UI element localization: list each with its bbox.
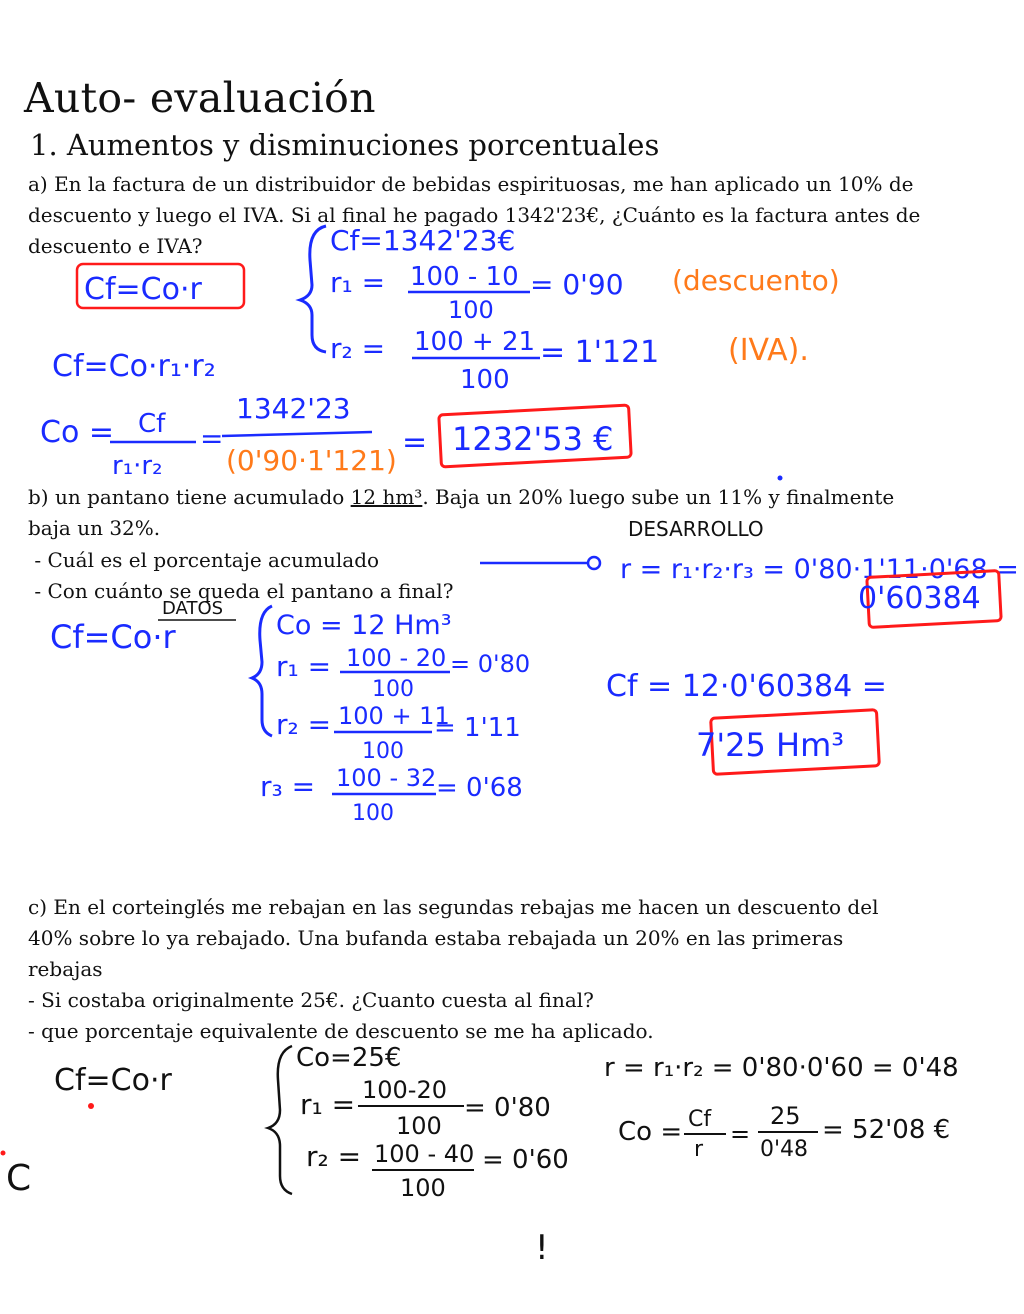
cf-given-a: Cf=1342'23€	[330, 224, 516, 257]
brace-a	[300, 226, 326, 352]
sub-den-a: (0'90·1'121)	[226, 444, 397, 477]
answer-a: 1232'53 €	[452, 420, 614, 458]
problem-c-question1: - Si costaba originalmente 25€. ¿Cuanto cuesta al final?	[28, 988, 594, 1012]
r3-label-b: r₃ =	[260, 770, 316, 803]
r-answer-b: 0'60384	[858, 581, 981, 616]
cf-calc-b: Cf = 12·0'60384 =	[606, 669, 887, 704]
r1-note-a: (descuento)	[672, 264, 840, 297]
r1-val-a: = 0'90	[530, 268, 624, 301]
r2-den-c: 100	[400, 1174, 446, 1202]
red-dot-edge	[1, 1151, 6, 1156]
problem-b-question1: - Cuál es el porcentaje acumulado	[28, 548, 380, 572]
co-given-b: Co = 12 Hm³	[276, 610, 452, 641]
co-den-c: r	[694, 1137, 704, 1162]
problem-a-line2: descuento y luego el IVA. Si al final he pagado 1342'23€, ¿Cuánto es la factura antes de	[28, 203, 921, 227]
r-product-c: r = r₁·r₂ = 0'80·0'60 = 0'48	[604, 1053, 959, 1083]
formula-b: Cf=Co·r	[50, 618, 176, 656]
co-num-a: Cf	[138, 409, 166, 439]
r2-label-c: r₂ =	[306, 1140, 362, 1173]
r3-val-b: = 0'68	[436, 773, 523, 803]
brace-c	[268, 1046, 292, 1194]
r2-val-b: = 1'11	[434, 713, 521, 743]
r1-num-c: 100-20	[362, 1076, 448, 1104]
r-product-b: r = r₁·r₂·r₃ = 0'80·1'11·0'68 =	[620, 554, 1019, 585]
stray-mark: !	[535, 1228, 549, 1268]
problem-b-line1-pre: b) un pantano tiene acumulado	[28, 485, 351, 509]
co-calc-label-c: Co =	[618, 1117, 683, 1147]
co-sub-num-c: 25	[770, 1102, 801, 1130]
formula-c: Cf=Co·r	[54, 1063, 172, 1098]
red-dot	[88, 1103, 94, 1109]
problem-b-volume: 12 hm³	[350, 485, 423, 509]
r3-num-b: 100 - 32	[336, 764, 437, 792]
formula2-a: Cf=Co·r₁·r₂	[52, 349, 216, 384]
co-eq-a: =	[200, 422, 224, 455]
r1-label-c: r₁ =	[300, 1088, 356, 1121]
r3-den-b: 100	[352, 801, 394, 826]
problem-b-question2: - Con cuánto se queda el pantano a final?	[28, 579, 454, 603]
problem-c-line2: 40% sobre lo ya rebajado. Una bufanda estaba rebajada un 20% en las primeras	[28, 926, 844, 950]
r1-label-b: r₁ =	[276, 650, 332, 683]
co-label-a: Co =	[40, 415, 114, 450]
r2-label-b: r₂ =	[276, 708, 332, 741]
r2-num-a: 100 + 21	[414, 327, 536, 357]
problem-c-line1: c) En el corteinglés me rebajan en las segundas rebajas me hacen un descuento del	[28, 895, 879, 919]
co-eq-c: =	[730, 1120, 751, 1148]
problem-b-line1-post: . Baja un 20% luego sube un 11% y finalmente	[422, 485, 895, 509]
formula-a: Cf=Co·r	[84, 272, 202, 307]
sub-num-a: 1342'23	[236, 392, 351, 425]
r2-val-c: = 0'60	[482, 1145, 569, 1175]
co-den-a: r₁·r₂	[112, 451, 163, 481]
r1-num-a: 100 - 10	[410, 262, 519, 292]
problem-a-line1: a) En la factura de un distribuidor de bebidas espirituosas, me han aplicado un 10% de	[28, 172, 914, 196]
section-heading: 1. Aumentos y disminuciones porcentuales	[30, 128, 660, 162]
brace-b	[252, 606, 272, 736]
problem-a-line3: descuento e IVA?	[28, 234, 203, 258]
r2-num-b: 100 + 11	[338, 702, 450, 730]
page-title: Auto- evaluación	[24, 74, 376, 122]
r2-val-a: = 1'121	[540, 335, 660, 370]
ink-dot	[778, 476, 783, 481]
arrow-b-head	[588, 557, 600, 569]
desarrollo-label: DESARROLLO	[628, 517, 764, 541]
r1-den-c: 100	[396, 1112, 442, 1140]
problem-c-question2: - que porcentaje equivalente de descuento se me ha aplicado.	[28, 1019, 654, 1043]
r1-den-a: 100	[448, 296, 494, 324]
r2-label-a: r₂ =	[330, 332, 386, 365]
r2-den-b: 100	[362, 739, 404, 764]
datos-label: DATOS	[162, 598, 224, 619]
r1-val-b: = 0'80	[450, 650, 531, 678]
cf-answer-b: 7'25 Hm³	[696, 726, 845, 764]
problem-c-line3: rebajas	[28, 957, 103, 981]
problem-b-line2: baja un 32%.	[28, 516, 161, 540]
sub-bar-a	[222, 432, 372, 436]
r2-den-a: 100	[460, 365, 510, 395]
co-num-c: Cf	[688, 1107, 712, 1132]
r2-num-c: 100 - 40	[374, 1140, 475, 1168]
co-given-c: Co=25€	[296, 1043, 402, 1073]
r2-note-a: (IVA).	[728, 333, 809, 368]
r1-den-b: 100	[372, 677, 414, 702]
r1-label-a: r₁ =	[330, 266, 386, 299]
co-sub-den-c: 0'48	[760, 1137, 809, 1162]
ans-eq-a: =	[402, 425, 428, 460]
co-result-c: = 52'08 €	[822, 1115, 951, 1145]
stray-letter: C	[6, 1158, 32, 1199]
r1-num-b: 100 - 20	[346, 644, 447, 672]
r1-val-c: = 0'80	[464, 1093, 551, 1123]
